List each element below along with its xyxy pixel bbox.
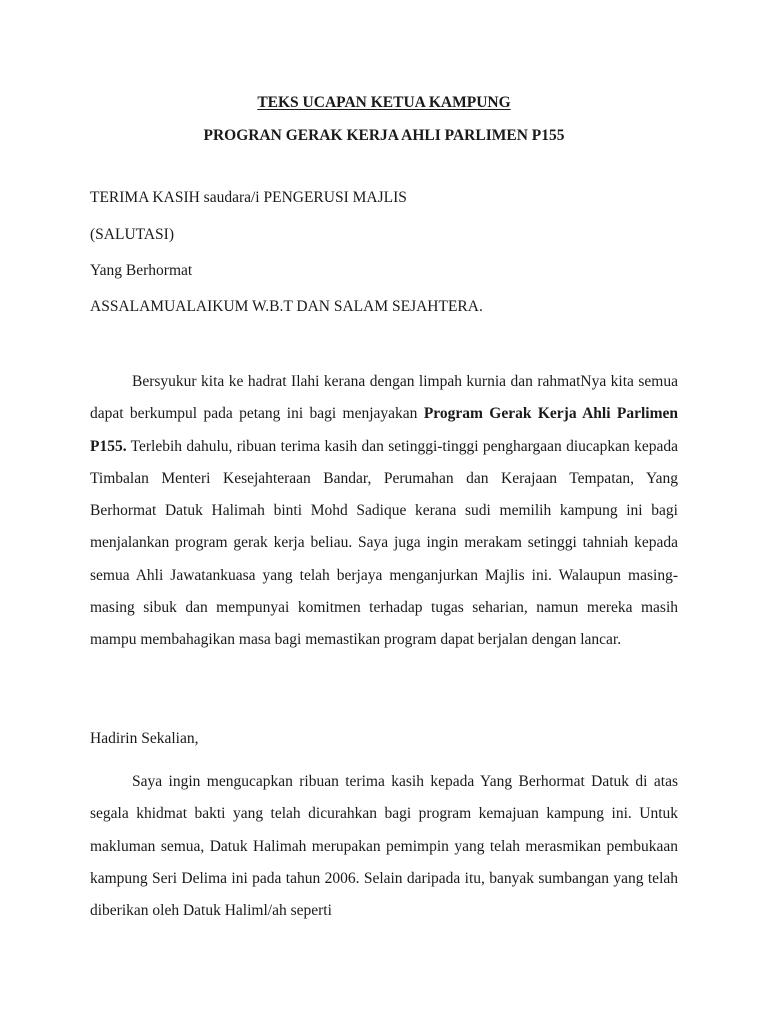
program-name-bold: Program Gerak Kerja Ahli Parlimen P155. (90, 405, 678, 455)
thanks-chairperson-line: TERIMA KASIH saudara/i PENGERUSI MAJLIS (90, 189, 407, 206)
document-title: TEKS UCAPAN KETUA KAMPUNG (257, 94, 511, 111)
greeting-line: ASSALAMUALAIKUM W.B.T DAN SALAM SEJAHTERA. (90, 298, 483, 315)
document-subtitle: PROGRAN GERAK KERJA AHLI PARLIMEN P155 (203, 127, 565, 144)
paragraph-gratitude (90, 366, 678, 657)
paragraph-gratitude-text-b: Terlebih dahulu, ribuan terima kasih dan setinggi-tinggi penghargaan diucapkan kepada Timbalan Menteri Kesejahteraan Bandar, Perumahan dan Kerajaan Tempatan, Yang Berhormat Datuk Halimah binti Mohd Sadique kerana sudi memilih kampung ini bagi menjalankan program gerak kerja beliau. Saya juga ingin merakam setinggi tahniah kepada semua Ahli Jawatankuasa yang telah berjaya menganjurkan Majlis ini. Walaupun masing-masing sibuk dan mempunyai komitmen terhadap tugas seharian, namun mereka masih mampu membahagikan masa bagi memastikan program dapat berjalan dengan lancar. (90, 437, 678, 649)
audience-address-line: Hadirin Sekalian, (90, 730, 199, 747)
honorific-line: Yang Berhormat (90, 262, 193, 279)
salutation-line: (SALUTASI) (90, 226, 175, 243)
paragraph-acknowledgement: Saya ingin mengucapkan ribuan terima kasih kepada Yang Berhormat Datuk di atas segala khidmat bakti yang telah dicurahkan bagi program kemajuan kampung ini. Untuk makluman semua, Datuk Halimah merupakan pemimpin yang telah merasmikan pembukaan kampung Seri Delima ini pada tahun 2006. Selain daripada itu, banyak sumbangan yang telah diberikan oleh Datuk Haliml/ah seperti (90, 773, 678, 920)
paragraph-gratitude-text-a: Bersyukur kita ke hadrat Ilahi kerana dengan limpah kurnia dan rahmatNya kita semua dapat berkumpul pada petang ini bagi menjayakan (90, 373, 678, 423)
